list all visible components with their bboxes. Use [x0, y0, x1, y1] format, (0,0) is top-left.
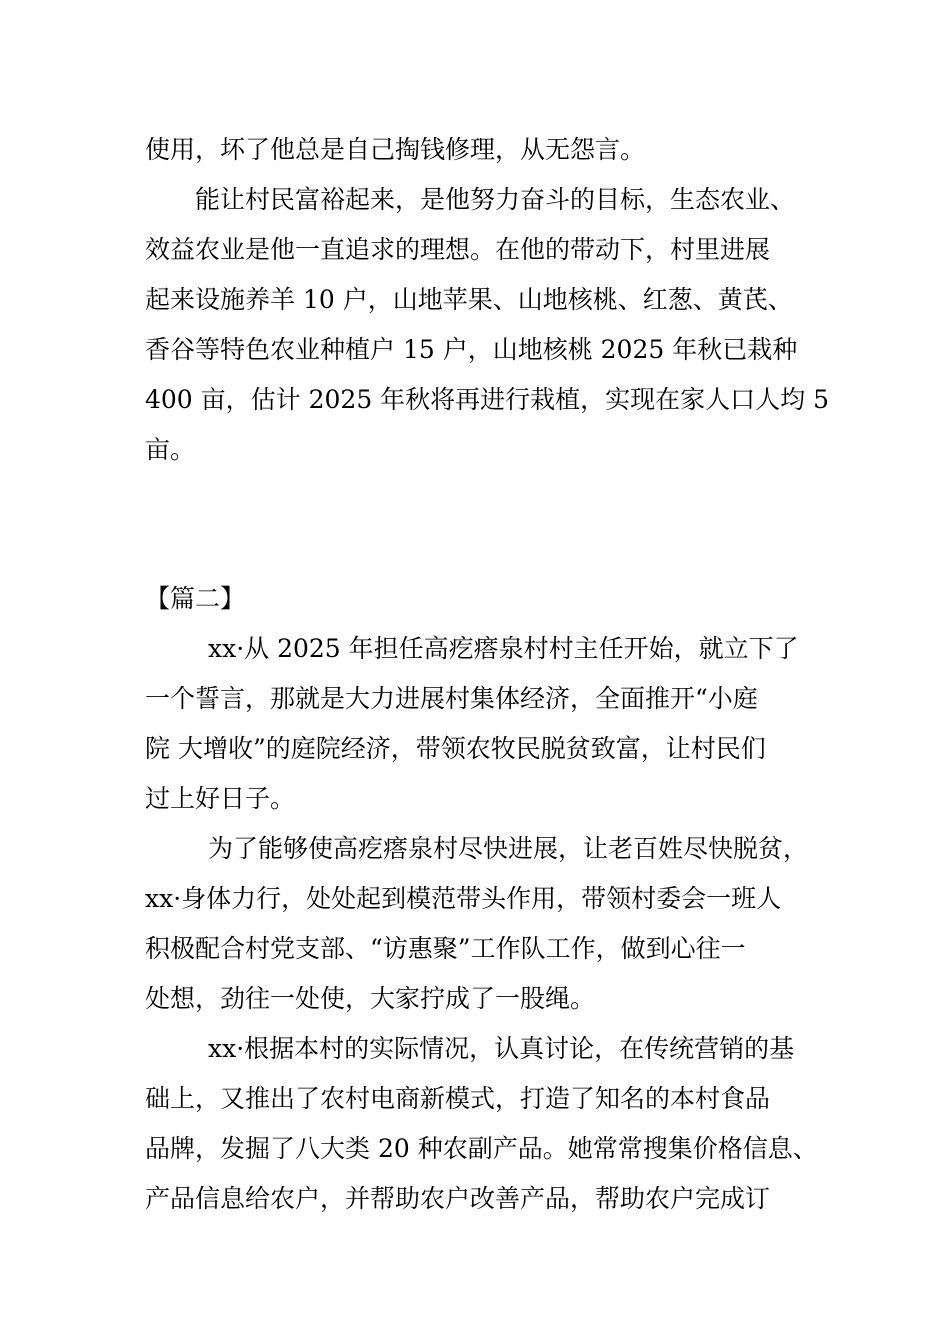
paragraph-3-line-4: 过上好日子。 [145, 784, 296, 813]
paragraph-5-line-2: 础上，又推出了农村电商新模式，打造了知名的本村食品 [145, 1084, 771, 1113]
paragraph-5-line-3: 品牌，发掘了八大类 20 种农副产品。她常常搜集价格信息、 [145, 1134, 818, 1163]
paragraph-2-line-1: 能让村民富裕起来，是他努力奋斗的目标，生态农业、 [195, 185, 796, 214]
paragraph-2-line-6: 亩。 [145, 435, 196, 464]
paragraph-2-line-3: 起来设施养羊 10 户，山地苹果、山地核桃、红葱、黄芪、 [145, 285, 793, 314]
paragraph-4-line-4: 处想，劲往一处使，大家拧成了一股绳。 [145, 984, 596, 1013]
paragraph-5-line-4: 产品信息给农户，并帮助农户改善产品，帮助农户完成订 [145, 1184, 771, 1213]
paragraph-3-line-1: xx·从 2025 年担任高疙瘩泉村村主任开始，就立下了 [208, 634, 799, 663]
paragraph-2-line-4: 香谷等特色农业种植户 15 户，山地核桃 2025 年秋已栽种 [145, 335, 798, 364]
section-heading: 【篇二】 [145, 584, 246, 613]
paragraph-4-line-2: xx·身体力行，处处起到模范带头作用，带领村委会一班人 [145, 884, 782, 913]
paragraph-2-line-5: 400 亩，估计 2025 年秋将再进行栽植，实现在家人口人均 5 [145, 385, 830, 414]
paragraph-1-line-1: 使用，坏了他总是自己掏钱修理，从无怨言。 [145, 135, 646, 164]
paragraph-5-line-1: xx·根据本村的实际情况，认真讨论，在传统营销的基 [208, 1034, 795, 1063]
paragraph-4-line-3: 积极配合村党支部、“访惠聚”工作队工作，做到心往一 [145, 934, 746, 963]
paragraph-4-line-1: 为了能够使高疙瘩泉村尽快进展，让老百姓尽快脱贫， [208, 834, 809, 863]
paragraph-2-line-2: 效益农业是他一直追求的理想。在他的带动下，村里进展 [145, 235, 771, 264]
paragraph-3-line-3: 院 大增收”的庭院经济，带领农牧民脱贫致富，让村民们 [145, 734, 766, 763]
paragraph-3-line-2: 一个誓言，那就是大力进展村集体经济，全面推开“小庭 [145, 684, 758, 713]
